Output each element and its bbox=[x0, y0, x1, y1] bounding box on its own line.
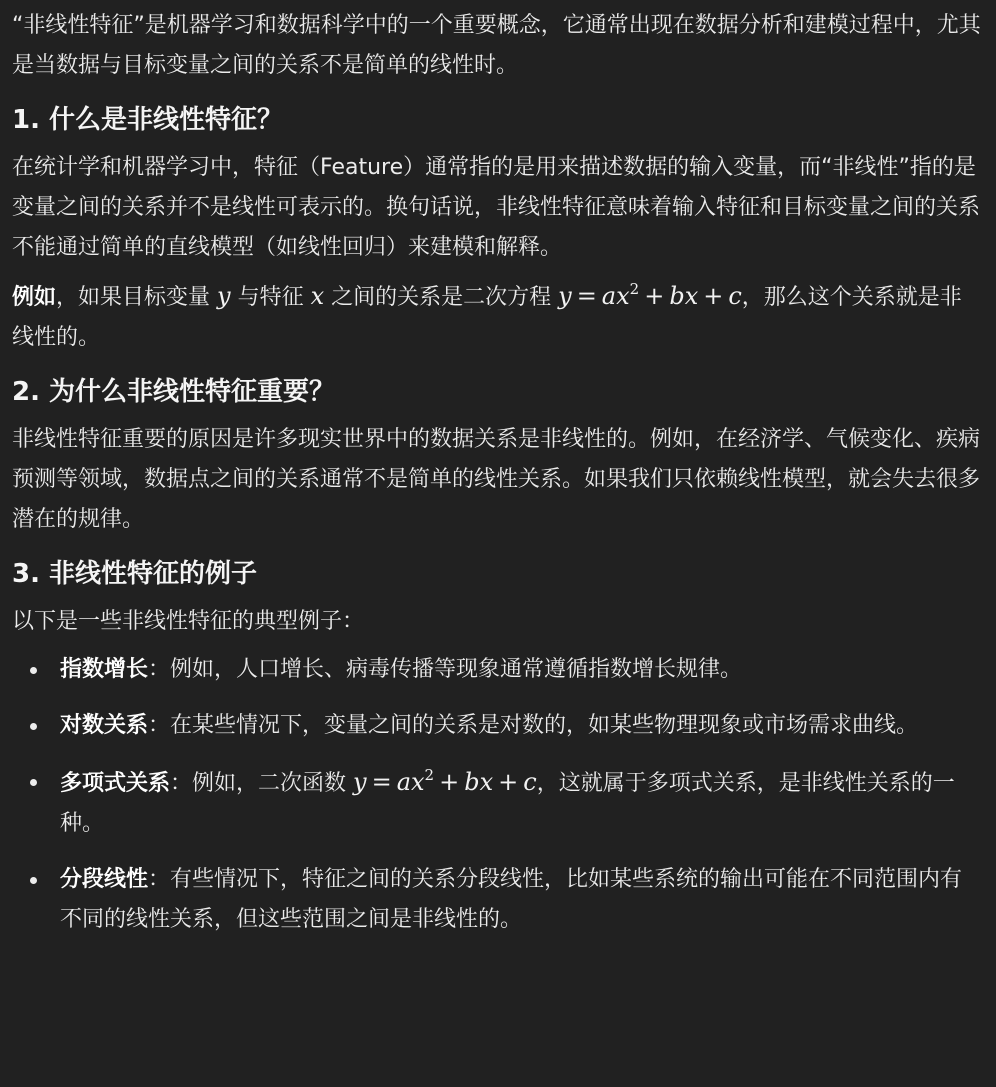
list-item bbox=[12, 650, 982, 690]
math-var-x: x bbox=[310, 282, 325, 310]
list-item bbox=[12, 860, 982, 940]
bullet-icon bbox=[30, 877, 37, 884]
example-text-1: ，如果目标变量 bbox=[56, 285, 218, 310]
bullet-icon bbox=[30, 723, 37, 730]
section-1-heading: 1. 什么是非线性特征？ bbox=[12, 105, 284, 135]
list-item-term: 指数增长 bbox=[60, 657, 149, 682]
list-item-term: 对数关系 bbox=[60, 713, 149, 738]
example-text-3: 之间的关系是二次方程 bbox=[324, 285, 559, 310]
example-label: 例如 bbox=[12, 285, 57, 310]
section-2-paragraph: 非线性特征重要的原因是许多现实世界中的数据关系是非线性的。例如，在经济学、气候变化、疾病预测等领域，数据点之间的关系通常不是简单的线性关系。如果我们只依赖线性模型，就会失去很多潜在的规律。 bbox=[12, 427, 981, 532]
bullet-icon bbox=[30, 667, 37, 674]
section-3-intro: 以下是一些非线性特征的典型例子： bbox=[12, 609, 365, 634]
example-text-4: ，那么这个关系就是非线性的。 bbox=[12, 285, 962, 350]
example-text-2: 与特征 bbox=[230, 285, 311, 310]
intro-paragraph: “非线性特征”是机器学习和数据科学中的一个重要概念，它通常出现在数据分析和建模过程中，尤其是当数据与目标变量之间的关系不是简单的线性时。 bbox=[12, 13, 981, 78]
list-item bbox=[12, 706, 982, 746]
list-item-text: ：有些情况下，特征之间的关系分段线性，比如某些系统的输出可能在不同范围内有不同的线性关系，但这些范围之间是非线性的。 bbox=[60, 867, 963, 932]
list-item-term: 多项式关系 bbox=[60, 771, 171, 796]
section-3-heading: 3. 非线性特征的例子 bbox=[12, 559, 258, 589]
list-item-text: ，这就属于多项式关系，是非线性关系的一种。 bbox=[60, 771, 955, 836]
list-item-text: ：例如，人口增长、病毒传播等现象通常遵循指数增长规律。 bbox=[148, 657, 743, 682]
quadratic-formula: $y = ax^2$ + bx + c bbox=[353, 766, 537, 796]
section-1-example-paragraph bbox=[12, 276, 982, 358]
list-item-text: ：例如，二次函数 bbox=[170, 771, 354, 796]
list-item bbox=[12, 762, 982, 844]
list-item-term: 分段线性 bbox=[60, 867, 149, 892]
quadratic-formula: $y = ax^2$ + bx + c bbox=[558, 280, 742, 310]
section-2-heading: 2. 为什么非线性特征重要？ bbox=[12, 377, 336, 407]
math-var-y: y bbox=[217, 282, 231, 310]
examples-list bbox=[12, 650, 982, 940]
list-item-text: ：在某些情况下，变量之间的关系是对数的，如某些物理现象或市场需求曲线。 bbox=[148, 713, 919, 738]
bullet-icon bbox=[30, 779, 37, 786]
section-1-paragraph: 在统计学和机器学习中，特征（Feature）通常指的是用来描述数据的输入变量，而“非线性”指的是变量之间的关系并不是线性可表示的。换句话说，非线性特征意味着输入特征和目标变量之间的关系不能通过简单的直线模型（如线性回归）来建模和解释。 bbox=[12, 155, 981, 260]
